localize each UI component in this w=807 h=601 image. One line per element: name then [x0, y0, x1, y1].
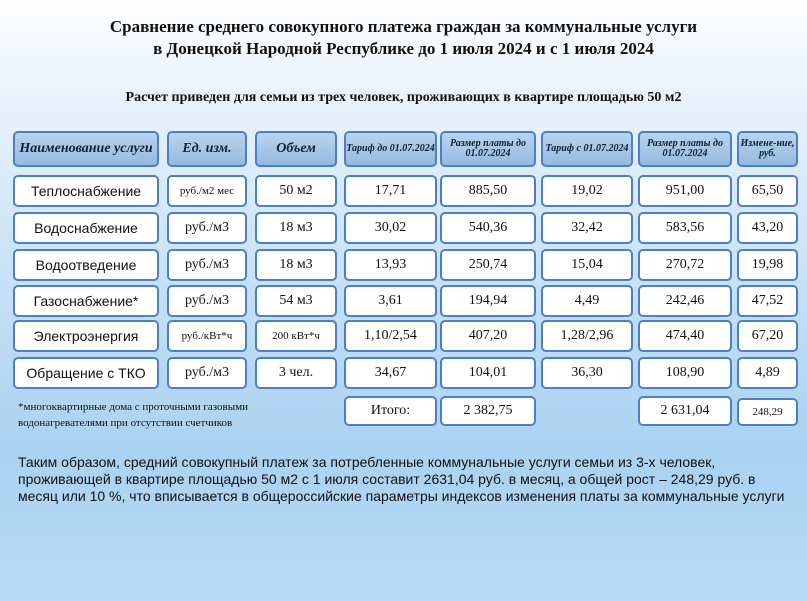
row-1-unit: руб./м2 мес: [167, 175, 247, 207]
row-2-tariff-after: 32,42: [541, 212, 633, 244]
row-2-change: 43,20: [737, 212, 798, 244]
row-5-unit: руб./кВт*ч: [167, 320, 247, 352]
row-3-tariff-after: 15,04: [541, 249, 633, 281]
row-6-name: Обращение с ТКО: [13, 357, 159, 389]
row-4-unit: руб./м3: [167, 285, 247, 317]
page-title: [0, 16, 807, 60]
row-4-payment-after: 242,46: [638, 285, 732, 317]
row-4-name: Газоснабжение*: [13, 285, 159, 317]
row-2-tariff-before: 30,02: [344, 212, 437, 244]
row-1-name: Теплоснабжение: [13, 175, 159, 207]
row-3-unit: руб./м3: [167, 249, 247, 281]
header-payment-before: Размер платы до 01.07.2024: [440, 131, 536, 167]
header-payment-after: Размер платы до 01.07.2024: [638, 131, 732, 167]
row-2-payment-after: 583,56: [638, 212, 732, 244]
row-6-unit: руб./м3: [167, 357, 247, 389]
row-3-name: Водоотведение: [13, 249, 159, 281]
row-4-tariff-after: 4,49: [541, 285, 633, 317]
header-tariff-before: Тариф до 01.07.2024: [344, 131, 437, 167]
header-volume: Объем: [255, 131, 337, 167]
row-2-name: Водоснабжение: [13, 212, 159, 244]
row-6-tariff-before: 34,67: [344, 357, 437, 389]
row-5-volume: 200 кВт*ч: [255, 320, 337, 352]
header-tariff-after: Тариф с 01.07.2024: [541, 131, 633, 167]
row-1-payment-after: 951,00: [638, 175, 732, 207]
row-4-tariff-before: 3,61: [344, 285, 437, 317]
subtitle: Расчет приведен для семьи из трех человек, проживающих в квартире площадью 50 м2: [125, 90, 682, 105]
row-2-payment-before: 540,36: [440, 212, 536, 244]
row-6-volume: 3 чел.: [255, 357, 337, 389]
total-payment-after: 2 631,04: [638, 396, 732, 426]
row-6-change: 4,89: [737, 357, 798, 389]
conclusion-text: Таким образом, средний совокупный платеж за потребленные коммунальные услуги семьи из 3-х человек, проживающей в квартире площадью 50 м2 с 1 июля составит 2631,04 руб. в месяц, а общей рост – 248,29 руб. в месяц или 10 %, что вписывается в общероссийские параметры индексов изменения платы за коммунальные услуги: [18, 454, 785, 504]
row-3-volume: 18 м3: [255, 249, 337, 281]
row-6-payment-after: 108,90: [638, 357, 732, 389]
row-1-change: 65,50: [737, 175, 798, 207]
total-label: Итого:: [344, 396, 437, 426]
row-3-payment-after: 270,72: [638, 249, 732, 281]
row-1-volume: 50 м2: [255, 175, 337, 207]
header-unit: Ед. изм.: [167, 131, 247, 167]
row-5-tariff-before: 1,10/2,54: [344, 320, 437, 352]
row-1-payment-before: 885,50: [440, 175, 536, 207]
row-1-tariff-after: 19,02: [541, 175, 633, 207]
title-line-1: Сравнение среднего совокупного платежа граждан за коммунальные услуги: [109, 17, 698, 36]
row-5-change: 67,20: [737, 320, 798, 352]
row-3-tariff-before: 13,93: [344, 249, 437, 281]
header-change: Измене-ние, руб.: [737, 131, 798, 167]
row-4-change: 47,52: [737, 285, 798, 317]
title-line-2: в Донецкой Народной Республике до 1 июля 2024 и с 1 июля 2024: [153, 39, 654, 58]
row-2-volume: 18 м3: [255, 212, 337, 244]
row-3-change: 19,98: [737, 249, 798, 281]
row-4-volume: 54 м3: [255, 285, 337, 317]
row-3-payment-before: 250,74: [440, 249, 536, 281]
row-5-payment-before: 407,20: [440, 320, 536, 352]
row-2-unit: руб./м3: [167, 212, 247, 244]
row-5-name: Электроэнергия: [13, 320, 159, 352]
footnote: *многоквартирные дома с проточными газовыми водонагревателями при отсутствии счетчиков: [18, 401, 248, 429]
header-name: Наименование услуги: [13, 131, 159, 167]
row-6-tariff-after: 36,30: [541, 357, 633, 389]
row-5-payment-after: 474,40: [638, 320, 732, 352]
row-1-tariff-before: 17,71: [344, 175, 437, 207]
total-payment-before: 2 382,75: [440, 396, 536, 426]
row-4-payment-before: 194,94: [440, 285, 536, 317]
row-6-payment-before: 104,01: [440, 357, 536, 389]
total-change: 248,29: [737, 398, 798, 426]
row-5-tariff-after: 1,28/2,96: [541, 320, 633, 352]
